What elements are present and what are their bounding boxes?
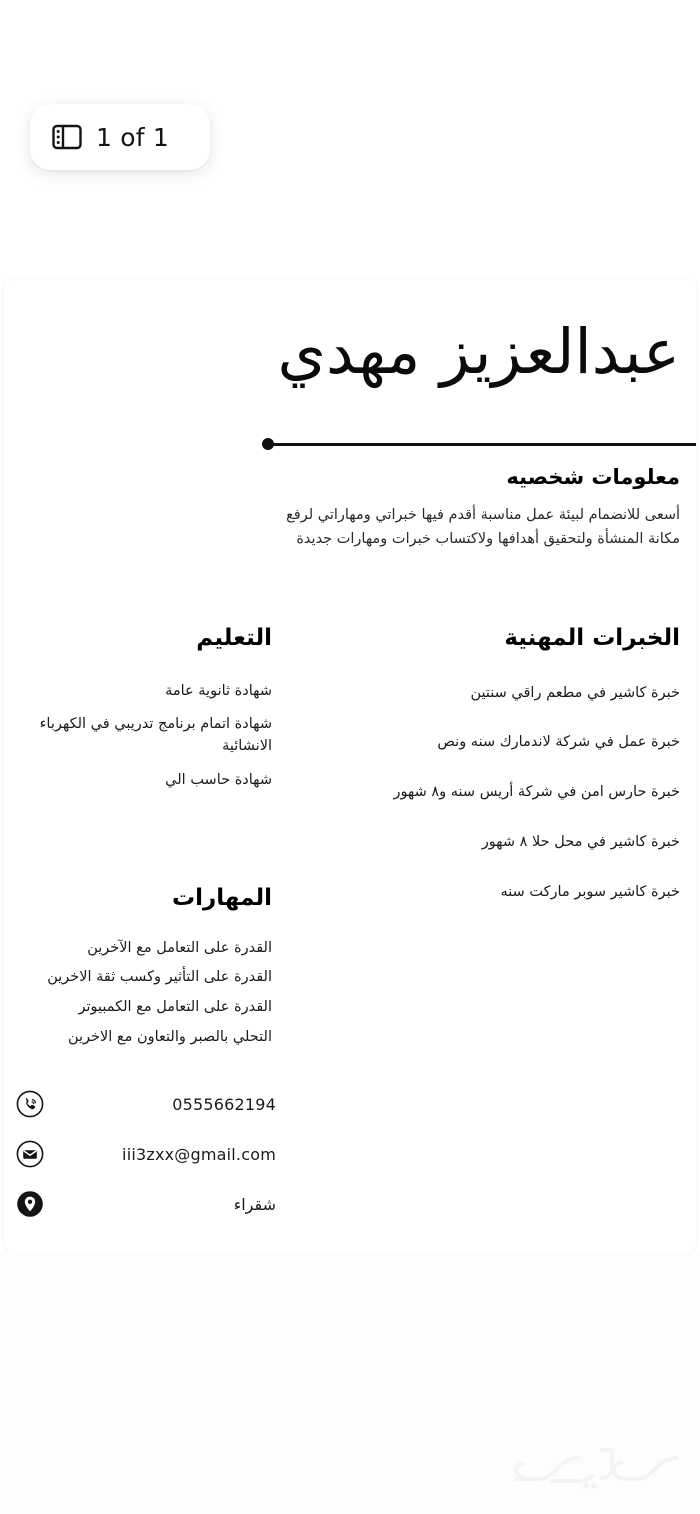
personal-info-summary: أسعى للانضمام لبيئة عمل مناسبة أقدم فيها خبراتي ومهاراتي لرفع مكانة المنشأة ولتحقيق أهدافها ولاكتساب خبرات ومهارات جديدة — [286, 507, 680, 547]
education-heading: التعليم — [196, 625, 272, 651]
page-counter-badge[interactable] — [30, 104, 210, 170]
resume-document-card[interactable] — [4, 280, 696, 1252]
page-layout-icon — [52, 124, 82, 150]
skill-item: القدرة على التعامل مع الآخرين — [87, 939, 272, 956]
experience-item: خبرة كاشير سوبر ماركت سنه — [500, 883, 680, 900]
experience-item: خبرة حارس امن في شركة أريس سنه و٨ شهور — [393, 784, 680, 801]
contact-row-phone[interactable] — [16, 1090, 276, 1118]
experience-item: خبرة عمل في شركة لاندمارك سنه ونص — [437, 734, 680, 751]
section-personal-info — [280, 465, 680, 551]
viewer-bottom-area — [0, 1252, 700, 1514]
skills-heading: المهارات — [172, 885, 272, 911]
section-experience — [380, 625, 680, 903]
skill-item: التحلي بالصبر والتعاون مع الاخرين — [67, 1029, 272, 1046]
experience-heading: الخبرات المهنية — [504, 625, 680, 651]
contact-phone-value: 0555662194 — [172, 1094, 276, 1114]
skill-item: القدرة على التعامل مع الكمبيوتر — [78, 999, 272, 1016]
section-education — [16, 625, 272, 792]
phone-icon — [16, 1090, 44, 1118]
haraj-watermark — [482, 1432, 682, 1498]
location-pin-icon — [16, 1190, 44, 1218]
page-counter-label: 1 of 1 — [96, 122, 170, 152]
section-skills — [16, 885, 272, 1054]
divider-line — [272, 443, 696, 446]
contact-row-email[interactable] — [16, 1140, 276, 1168]
education-item: شهادة ثانوية عامة — [165, 682, 272, 699]
education-item: شهادة اتمام برنامج تدريبي في الكهرباء الانشائية — [39, 716, 272, 755]
viewer-top-bar — [0, 0, 700, 280]
experience-item: خبرة كاشير في مطعم راقي سنتين — [470, 684, 680, 701]
resume-content — [4, 280, 696, 1252]
personal-info-heading: معلومات شخصيه — [506, 465, 680, 489]
contact-email-value: iii3zxx@gmail.com — [122, 1144, 276, 1164]
candidate-name: عبدالعزيز مهدي — [277, 315, 680, 388]
skill-item: القدرة على التأثير وكسب ثقة الاخرين — [47, 969, 272, 986]
contact-list — [16, 1090, 276, 1218]
experience-item: خبرة كاشير في محل حلا ٨ شهور — [481, 833, 680, 850]
education-item: شهادة حاسب الي — [165, 771, 272, 788]
contact-row-location[interactable] — [16, 1190, 276, 1218]
email-icon — [16, 1140, 44, 1168]
contact-location-value: شقراء — [233, 1194, 276, 1214]
header-divider — [262, 438, 696, 450]
